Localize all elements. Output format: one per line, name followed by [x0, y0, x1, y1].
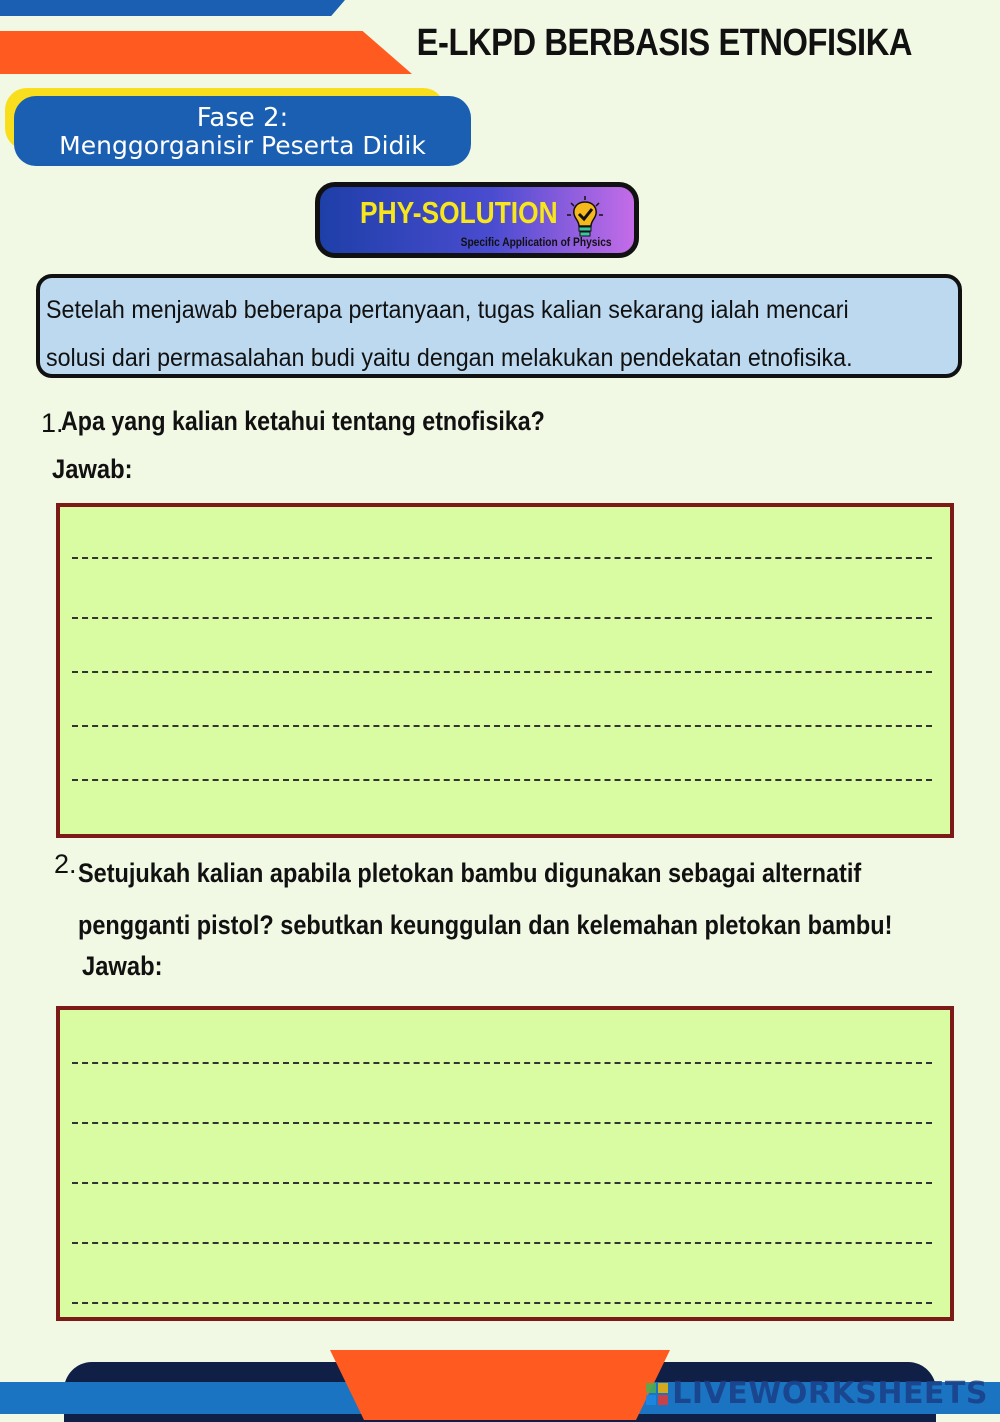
answer-2-label: Jawab:	[82, 951, 163, 981]
question-2-number: 2.	[54, 849, 77, 879]
top-blue-stripe	[0, 0, 345, 16]
logo-tagline: Specific Application of Physics	[461, 235, 612, 249]
answer-2-line	[72, 1182, 932, 1184]
instruction-box	[36, 274, 962, 378]
answer-1-line	[72, 779, 932, 781]
question-2-text	[78, 847, 957, 951]
answer-1-line	[72, 725, 932, 727]
phase-title: Menggorganisir Peserta Didik	[59, 131, 426, 160]
phase-badge	[14, 96, 471, 166]
answer-2-line	[72, 1122, 932, 1124]
liveworksheets-watermark	[646, 1376, 988, 1411]
question-1-text: Apa yang kalian ketahui tentang etnofisika?	[61, 406, 545, 436]
lightbulb-check-icon	[566, 195, 604, 239]
phase-number: Fase 2:	[196, 103, 289, 133]
question-2-line-2: pengganti pistol? sebutkan keunggulan dan kelemahan pletokan bambu!	[78, 910, 893, 940]
answer-2-line	[72, 1242, 932, 1244]
brand-text: LIVEWORKSHEETS	[672, 1376, 988, 1411]
page-title: E-LKPD BERBASIS ETNOFISIKA	[416, 22, 912, 64]
top-orange-stripe	[0, 31, 412, 74]
answer-1-label: Jawab:	[52, 454, 133, 484]
instruction-line-1: Setelah menjawab beberapa pertanyaan, tugas kalian sekarang ialah mencari	[46, 296, 849, 324]
question-2-line-1: Setujukah kalian apabila pletokan bambu digunakan sebagai alternatif	[78, 858, 862, 888]
question-1-number: 1.	[41, 408, 64, 438]
answer-2-box[interactable]	[56, 1006, 954, 1321]
answer-2-line	[72, 1062, 932, 1064]
answer-1-box[interactable]	[56, 503, 954, 838]
liveworksheets-icon	[646, 1383, 668, 1405]
answer-1-line	[72, 557, 932, 559]
answer-1-line	[72, 671, 932, 673]
bottom-orange-trapezoid	[330, 1350, 670, 1420]
phy-solution-logo	[315, 182, 639, 258]
logo-name: PHY-SOLUTION	[360, 195, 558, 230]
answer-2-line	[72, 1302, 932, 1304]
instruction-line-2: solusi dari permasalahan budi yaitu dengan melakukan pendekatan etnofisika.	[46, 344, 853, 372]
answer-1-line	[72, 617, 932, 619]
